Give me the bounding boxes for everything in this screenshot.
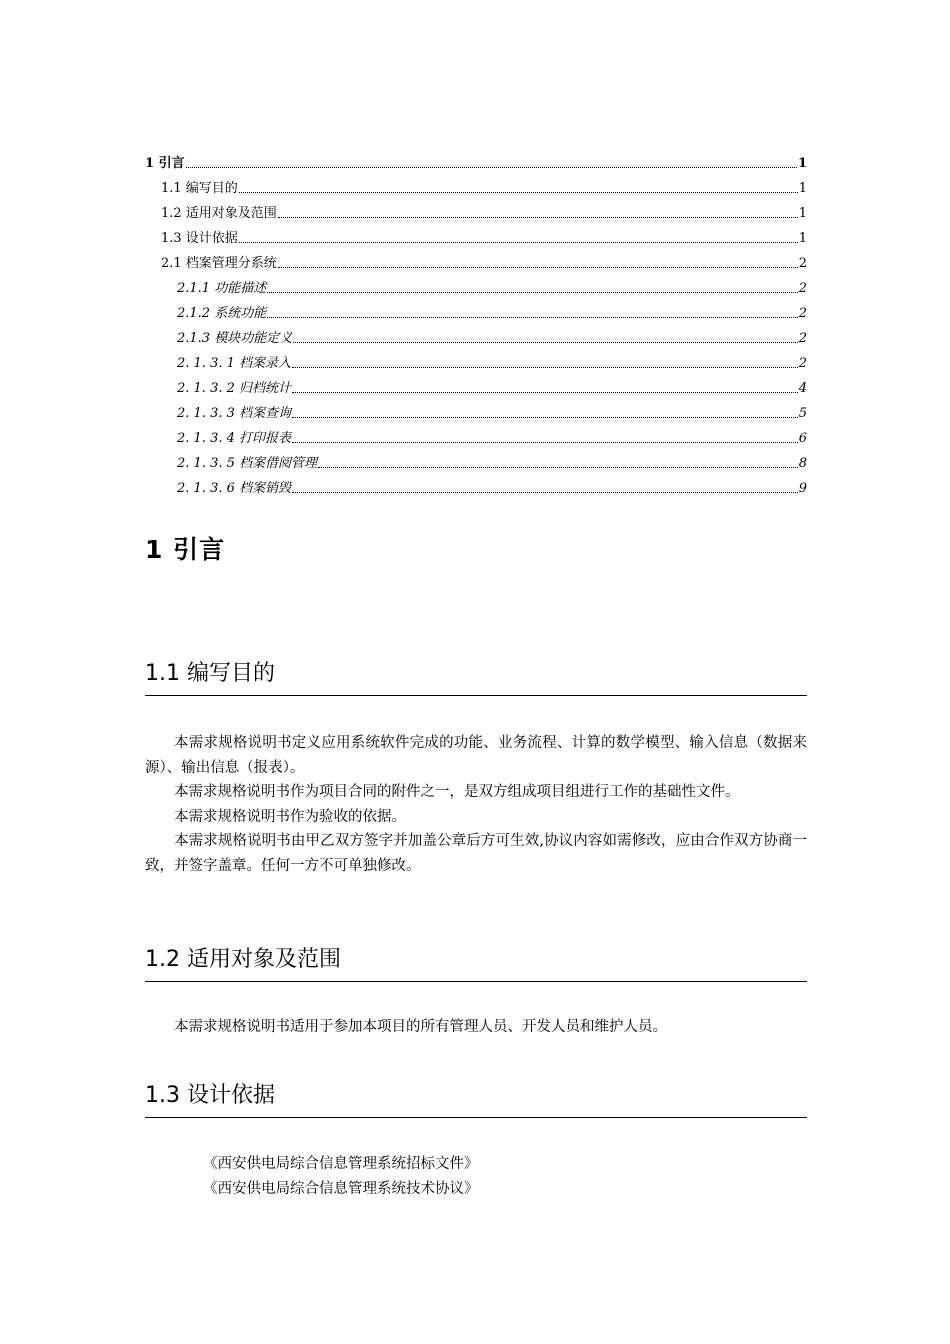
body-paragraph: 本需求规格说明书定义应用系统软件完成的功能、业务流程、计算的数学模型、输入信息（数据来源）、输出信息（报表）。 (145, 735, 807, 776)
toc-entry-title: 2. 1. 3. 5 档案借阅管理 (177, 456, 318, 471)
toc-entry-page: 1 (798, 181, 807, 196)
toc-entry-title: 2. 1. 3. 1 档案录入 (177, 356, 292, 371)
toc-entry-title: 2. 1. 3. 6 档案销毁 (177, 481, 292, 496)
toc-entry-title: 1.3 设计依据 (161, 231, 238, 246)
body-paragraph: 本需求规格说明书作为项目合同的附件之一，是双方组成项目组进行工作的基础性文件。 (174, 784, 740, 800)
section-1-3-body (145, 1152, 807, 1201)
section-heading-1-1: 1.1 编写目的 (145, 656, 807, 696)
toc-leader (292, 442, 798, 443)
toc-entry-page: 1 (798, 231, 807, 246)
toc-leader (292, 492, 798, 493)
toc-leader (267, 292, 798, 293)
toc-entry-page: 8 (798, 456, 807, 471)
toc-leader (278, 217, 798, 218)
toc-entry-page: 4 (798, 381, 807, 396)
toc-entry[interactable] (145, 472, 807, 497)
toc-entry-title: 2.1.3 模块功能定义 (177, 331, 293, 346)
toc-entry-page: 2 (798, 256, 807, 271)
toc-entry-page: 5 (798, 406, 807, 421)
toc-leader (293, 342, 798, 343)
toc-entry-page: 1 (797, 156, 807, 171)
toc-entry-title: 2.1.2 系统功能 (177, 306, 267, 321)
table-of-contents (145, 138, 807, 497)
toc-entry-title: 1.1 编写目的 (161, 181, 238, 196)
toc-entry[interactable] (145, 272, 807, 297)
toc-leader (239, 242, 798, 243)
toc-leader (292, 367, 798, 368)
toc-leader (267, 317, 798, 318)
body-paragraph: 本需求规格说明书适用于参加本项目的所有管理人员、开发人员和维护人员。 (174, 1019, 667, 1035)
toc-entry[interactable] (145, 347, 807, 372)
toc-entry[interactable] (145, 247, 807, 272)
toc-entry-page: 2 (798, 356, 807, 371)
toc-entry[interactable] (145, 447, 807, 472)
toc-entry[interactable] (145, 222, 807, 247)
body-paragraph: 本需求规格说明书作为验收的依据。 (174, 808, 406, 825)
toc-entry-title: 1 引言 (145, 156, 185, 171)
toc-leader (186, 167, 797, 168)
section-1-2-body (145, 1015, 807, 1040)
toc-entry-title: 2.1.1 功能描述 (177, 281, 267, 296)
toc-entry-page: 6 (798, 431, 807, 446)
reference-item: 《西安供电局综合信息管理系统技术协议》 (203, 1180, 479, 1197)
toc-entry[interactable] (145, 197, 807, 222)
toc-leader (278, 267, 798, 268)
chapter-heading: 1 引言 (145, 535, 226, 564)
toc-entry[interactable] (145, 172, 807, 197)
toc-leader (292, 417, 798, 418)
toc-entry-page: 9 (798, 481, 807, 496)
toc-entry[interactable] (145, 372, 807, 397)
toc-entry[interactable] (145, 322, 807, 347)
toc-entry-page: 2 (798, 306, 807, 321)
section-1-1-body (145, 731, 807, 878)
toc-leader (239, 192, 798, 193)
toc-entry-title: 2. 1. 3. 2 归档统计 (177, 381, 292, 396)
toc-entry[interactable] (145, 422, 807, 447)
section-heading-1-2: 1.2 适用对象及范围 (145, 942, 807, 982)
toc-entry-page: 2 (798, 331, 807, 346)
toc-entry-page: 2 (798, 281, 807, 296)
toc-entry[interactable] (145, 297, 807, 322)
toc-leader (292, 392, 798, 393)
toc-entry-title: 1.2 适用对象及范围 (161, 206, 277, 221)
body-paragraph: 本需求规格说明书由甲乙双方签字并加盖公章后方可生效,协议内容如需修改，应由合作双方协商一致，并签字盖章。任何一方不可单独修改。 (145, 833, 807, 874)
toc-entry-title: 2.1 档案管理分系统 (161, 256, 277, 271)
toc-entry-page: 1 (798, 206, 807, 221)
toc-leader (318, 467, 798, 468)
toc-entry[interactable] (145, 397, 807, 422)
reference-item: 《西安供电局综合信息管理系统招标文件》 (203, 1156, 479, 1172)
toc-entry-title: 2. 1. 3. 3 档案查询 (177, 406, 292, 421)
toc-entry-title: 2. 1. 3. 4 打印报表 (177, 431, 292, 446)
section-heading-1-3: 1.3 设计依据 (145, 1078, 807, 1118)
toc-entry[interactable] (145, 138, 807, 172)
